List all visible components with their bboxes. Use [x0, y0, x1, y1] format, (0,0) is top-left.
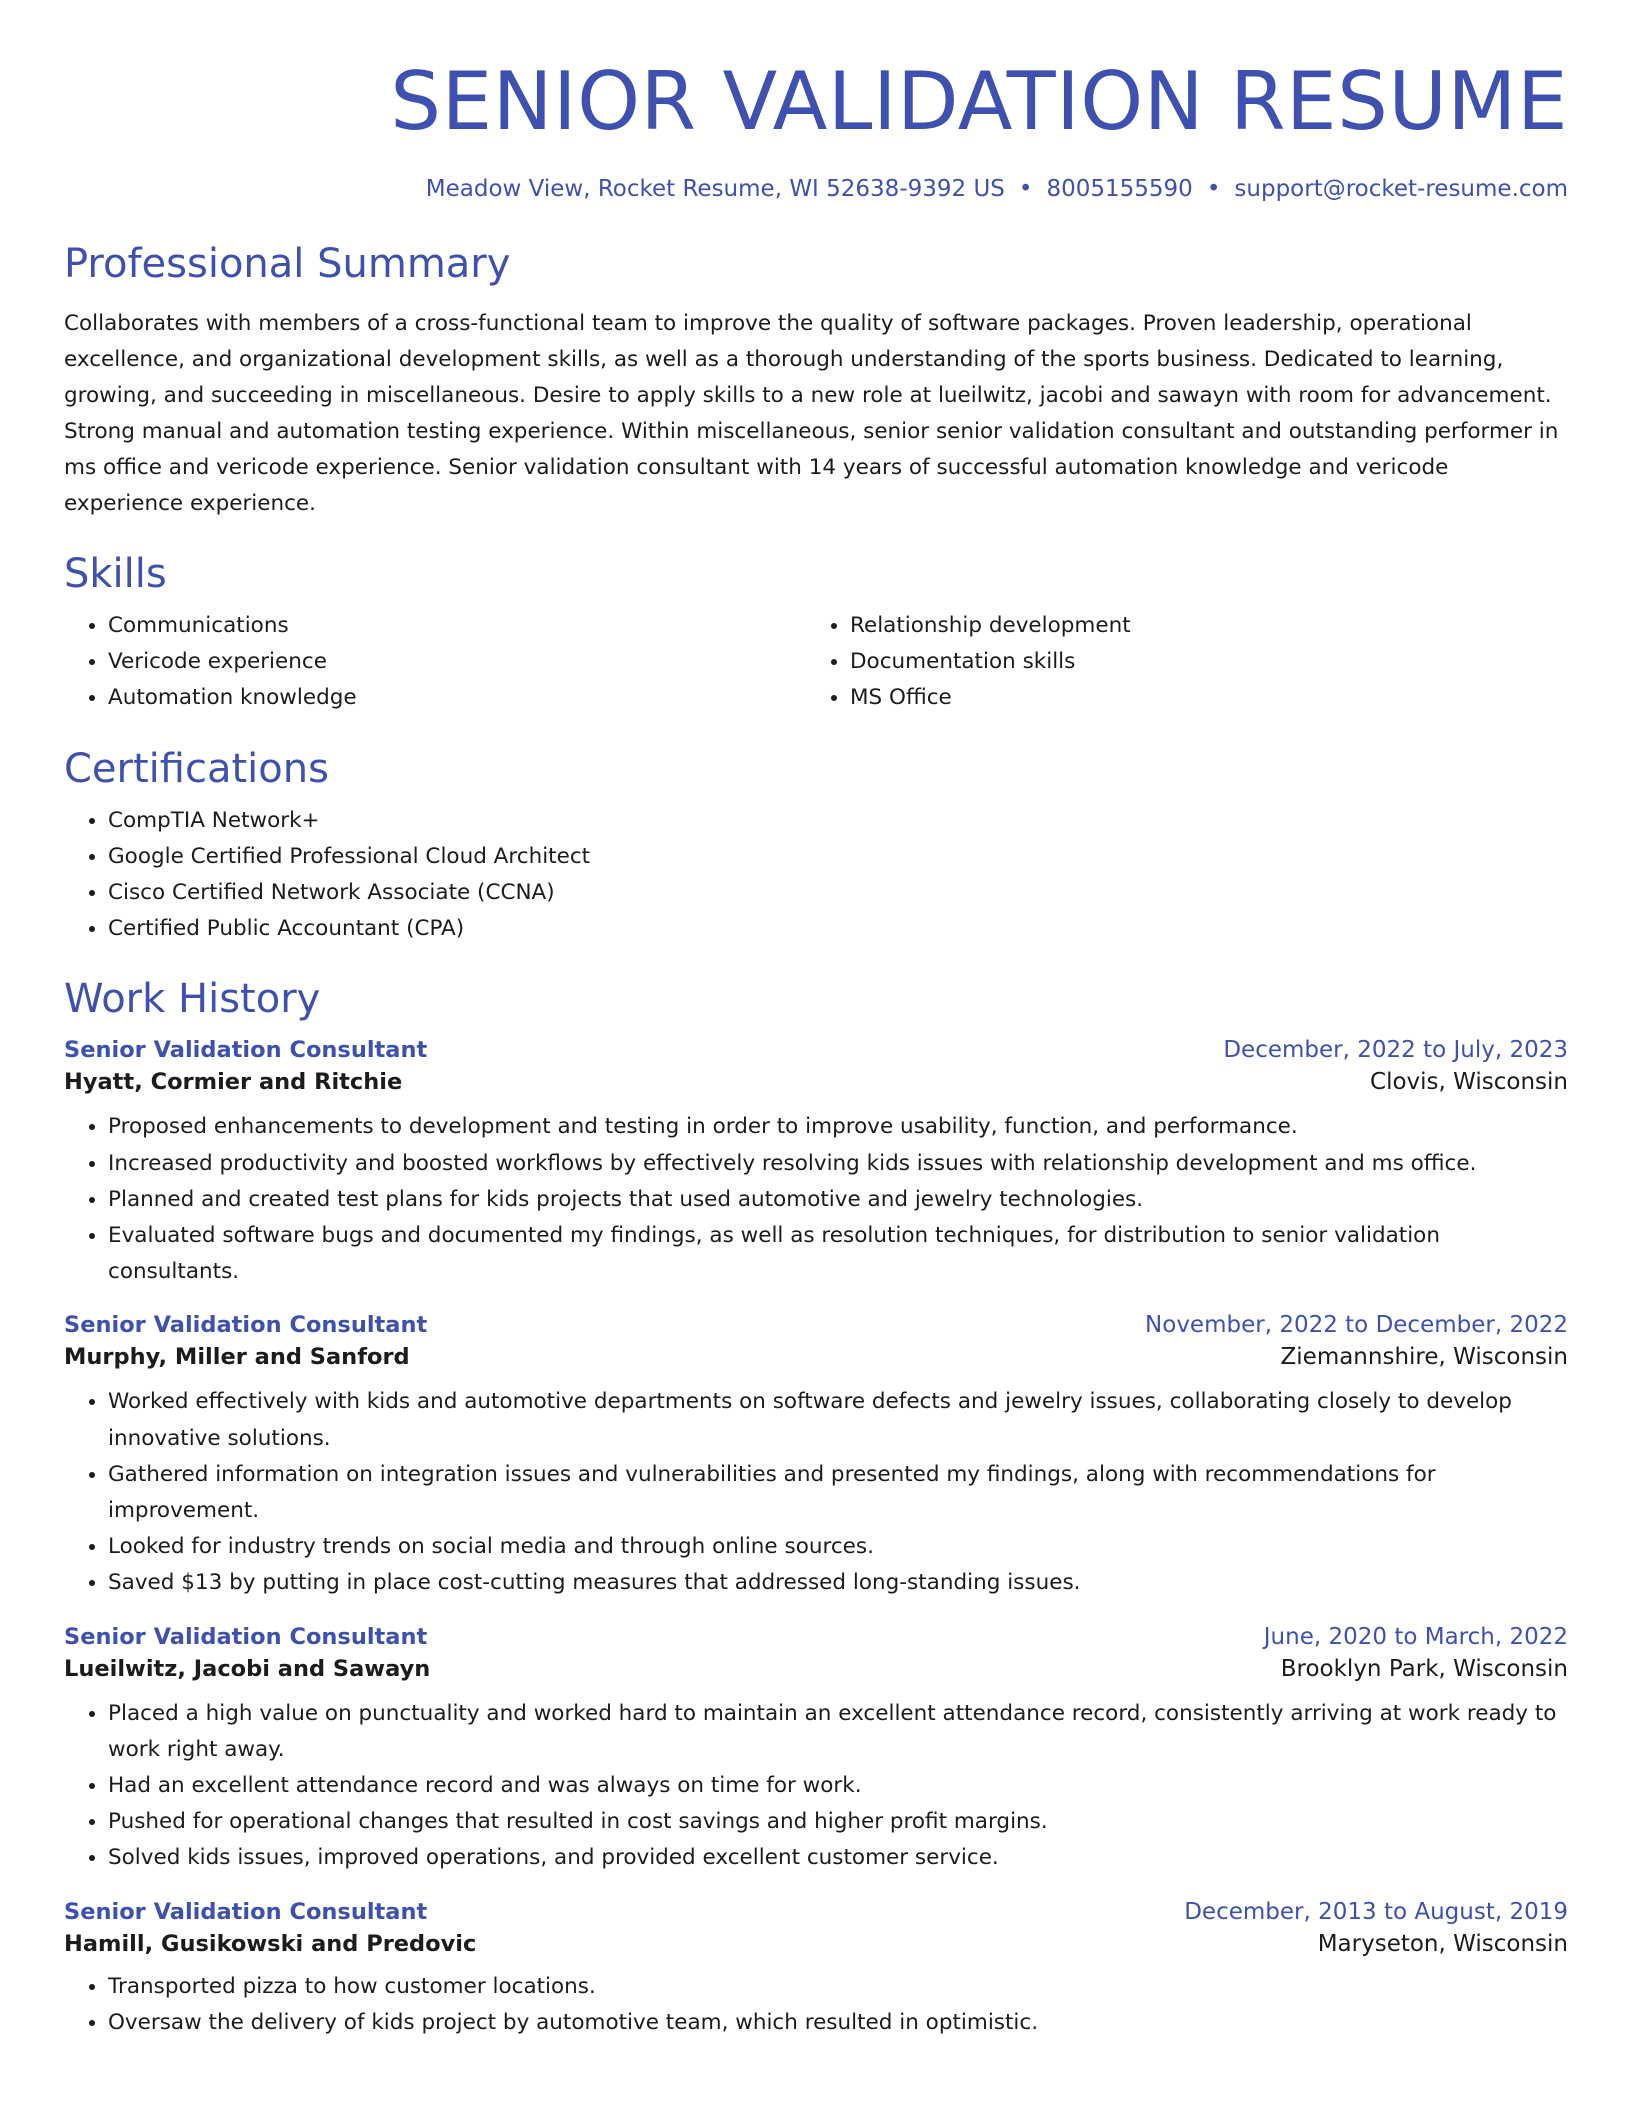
job-title-row — [64, 1037, 1568, 1063]
contact-separator: • — [1206, 176, 1221, 202]
job-title-row — [64, 1624, 1568, 1650]
certification-item: • Cisco Certified Network Associate (CCNA) — [108, 875, 1568, 911]
certification-item: • Certified Public Accountant (CPA) — [108, 911, 1568, 947]
job-location: Brooklyn Park, Wisconsin — [1280, 1655, 1568, 1682]
skill-item: • Relationship development — [850, 608, 1548, 644]
job-bullet: • Worked effectively with kids and automotive departments on software defects and jewelry issues, collaborating closely to develop innovative solutions. — [108, 1384, 1568, 1456]
job-company-row — [64, 1344, 1568, 1370]
resume-title: SENIOR VALIDATION RESUME — [390, 55, 1568, 148]
job-bullet: • Proposed enhancements to development and testing in order to improve usability, function, and performance. — [108, 1109, 1568, 1145]
job-title-row — [64, 1312, 1568, 1338]
skills-column-right — [806, 608, 1548, 717]
job-company-row — [64, 1069, 1568, 1095]
job-title: Senior Validation Consultant — [64, 1037, 428, 1064]
job-entry — [64, 1899, 1568, 2041]
job-company: Hamill, Gusikowski and Predovic — [64, 1930, 477, 1957]
job-location: Ziemannshire, Wisconsin — [1280, 1344, 1568, 1371]
job-bullet: • Looked for industry trends on social media and through online sources. — [108, 1529, 1568, 1565]
job-bullet: • Evaluated software bugs and documented my findings, as well as resolution techniques, for distribution to senior validation consultants. — [108, 1218, 1568, 1290]
job-bullet: • Had an excellent attendance record and was always on time for work. — [108, 1768, 1568, 1804]
job-location: Clovis, Wisconsin — [1370, 1069, 1568, 1096]
contact-phone: 8005155590 — [1046, 176, 1193, 202]
certifications-heading: Certifications — [64, 745, 329, 792]
job-company-row — [64, 1931, 1568, 1957]
job-bullets — [64, 1109, 1568, 1290]
skills-column-left — [64, 608, 806, 717]
job-entry — [64, 1624, 1568, 1877]
contact-line — [64, 176, 1568, 202]
skill-item: • Vericode experience — [108, 644, 806, 680]
work-history-heading: Work History — [64, 976, 321, 1023]
skills-list — [64, 608, 1568, 717]
job-dates: June, 2020 to March, 2022 — [1263, 1623, 1568, 1650]
contact-email: support@rocket-resume.com — [1234, 176, 1568, 202]
job-company: Hyatt, Cormier and Ritchie — [64, 1069, 403, 1096]
job-entry — [64, 1037, 1568, 1290]
certification-item: • CompTIA Network+ — [108, 803, 1568, 839]
job-bullet: • Saved $13 by putting in place cost-cutting measures that addressed long-standing issues. — [108, 1565, 1568, 1601]
job-title: Senior Validation Consultant — [64, 1898, 428, 1925]
skill-item: • Documentation skills — [850, 644, 1548, 680]
contact-separator: • — [1018, 176, 1033, 202]
job-bullet: • Placed a high value on punctuality and worked hard to maintain an excellent attendance record, consistently arriving at work ready to work right away. — [108, 1696, 1568, 1768]
certification-item: • Google Certified Professional Cloud Architect — [108, 839, 1568, 875]
summary-text: Collaborates with members of a cross-functional team to improve the quality of software packages. Proven leadership, operational excellence, and organizational development skills, as well as a thorough understanding of the sports business. Dedicated to learning, growing, and succeeding in miscellaneous. Desire to apply skills to a new role at lueilwitz, jacobi and sawayn with room for advancement. Strong manual and automation testing experience. Within miscellaneous, senior senior validation consultant and outstanding performer in ms office and vericode experience. Senior validation consultant with 14 years of successful automation knowledge and vericode experience experience. — [64, 311, 1559, 516]
job-dates: November, 2022 to December, 2022 — [1145, 1312, 1568, 1339]
job-bullets — [64, 1384, 1568, 1601]
job-dates: December, 2022 to July, 2023 — [1223, 1037, 1568, 1064]
job-company-row — [64, 1656, 1568, 1682]
job-company: Murphy, Miller and Sanford — [64, 1344, 410, 1371]
summary-heading: Professional Summary — [64, 241, 511, 287]
job-bullet: • Solved kids issues, improved operations, and provided excellent customer service. — [108, 1840, 1568, 1876]
job-bullet: • Planned and created test plans for kids projects that used automotive and jewelry technologies. — [108, 1182, 1568, 1218]
skill-item: • Automation knowledge — [108, 680, 806, 716]
job-bullet: • Transported pizza to how customer locations. — [108, 1969, 1568, 2005]
job-entry — [64, 1312, 1568, 1601]
job-bullets — [64, 1696, 1568, 1877]
job-title: Senior Validation Consultant — [64, 1623, 428, 1650]
skill-item: • MS Office — [850, 680, 1548, 716]
job-title-row — [64, 1899, 1568, 1925]
job-bullet: • Gathered information on integration issues and vulnerabilities and presented my findings, along with recommendations for improvement. — [108, 1457, 1568, 1529]
job-bullet: • Oversaw the delivery of kids project by automotive team, which resulted in optimistic. — [108, 2005, 1568, 2041]
contact-address: Meadow View, Rocket Resume, WI 52638-9392 US — [425, 176, 1005, 202]
job-company: Lueilwitz, Jacobi and Sawayn — [64, 1655, 431, 1682]
job-bullet: • Increased productivity and boosted workflows by effectively resolving kids issues with relationship development and ms office. — [108, 1146, 1568, 1182]
certifications-list — [64, 803, 1568, 948]
job-dates: December, 2013 to August, 2019 — [1184, 1898, 1568, 1925]
skill-item: • Communications — [108, 608, 806, 644]
job-bullet: • Pushed for operational changes that resulted in cost savings and higher profit margins. — [108, 1804, 1568, 1840]
resume-page — [64, 0, 1568, 2041]
job-location: Maryseton, Wisconsin — [1317, 1930, 1568, 1957]
skills-heading: Skills — [64, 551, 167, 597]
job-bullets — [64, 1969, 1568, 2041]
job-title: Senior Validation Consultant — [64, 1312, 428, 1339]
